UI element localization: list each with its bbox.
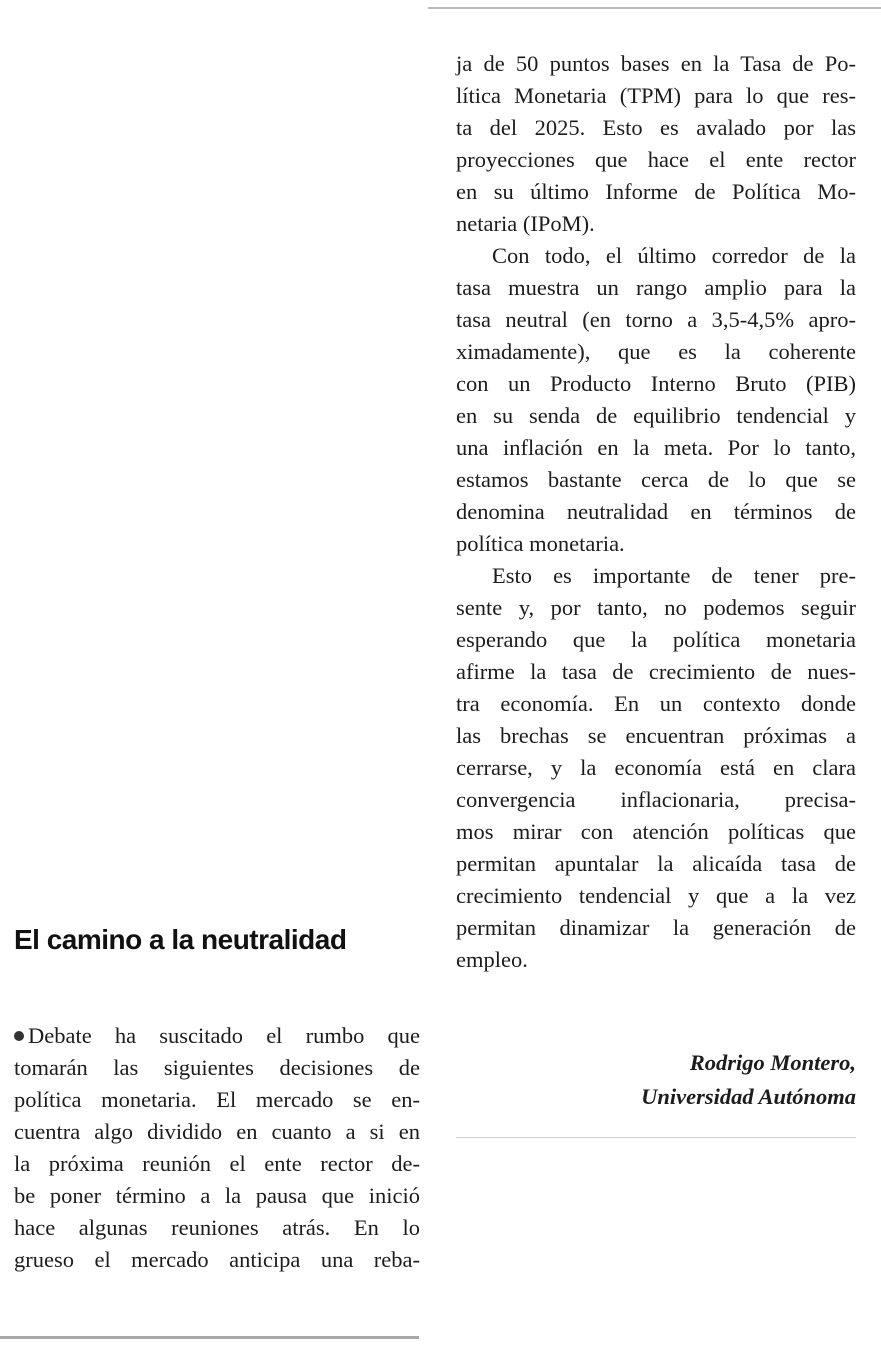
top-rule	[428, 7, 881, 9]
body-line-text: Debate ha suscitado el rumbo que	[28, 1023, 420, 1048]
body-line: ta del 2025. Esto es avalado por las	[456, 115, 856, 140]
body-line: política monetaria. El mercado se en-	[14, 1087, 420, 1112]
body-line: la próxima reunión el ente rector de-	[14, 1151, 420, 1176]
body-line: política monetaria.	[456, 531, 625, 556]
body-line: be poner término a la pausa que inició	[14, 1183, 420, 1208]
body-line: netaria (IPoM).	[456, 211, 595, 236]
body-line: ja de 50 puntos bases en la Tasa de Po-	[456, 51, 856, 76]
right-column	[456, 48, 856, 976]
body-line: tomarán las siguientes decisiones de	[14, 1055, 420, 1080]
body-line: afirme la tasa de crecimiento de nues-	[456, 659, 856, 684]
body-line: empleo.	[456, 947, 528, 972]
body-line: Esto es importante de tener pre-	[492, 563, 856, 588]
body-line: en su senda de equilibrio tendencial y	[456, 403, 856, 428]
body-line: crecimiento tendencial y que a la vez	[456, 883, 856, 908]
body-line: hace algunas reuniones atrás. En lo	[14, 1215, 420, 1240]
signature-rule	[456, 1137, 856, 1138]
body-line: Con todo, el último corredor de la	[492, 243, 856, 268]
body-line: estamos bastante cerca de lo que se	[456, 467, 856, 492]
body-line: lítica Monetaria (TPM) para lo que res-	[456, 83, 856, 108]
body-line: en su último Informe de Política Mo-	[456, 179, 856, 204]
body-line: tasa neutral (en torno a 3,5-4,5% apro-	[456, 307, 856, 332]
body-line: convergencia inflacionaria, precisa-	[456, 787, 856, 812]
body-line: tra economía. En un contexto donde	[456, 691, 856, 716]
body-line: con un Producto Interno Bruto (PIB)	[456, 371, 856, 396]
author-signature	[456, 1046, 856, 1114]
bullet-icon	[14, 1031, 24, 1041]
body-line: cuentra algo dividido en cuanto a si en	[14, 1119, 420, 1144]
body-line: grueso el mercado anticipa una reba-	[14, 1247, 420, 1272]
body-line: cerrarse, y la economía está en clara	[456, 755, 856, 780]
body-line: proyecciones que hace el ente rector	[456, 147, 856, 172]
bottom-rule	[0, 1336, 419, 1339]
body-line: denomina neutralidad en términos de	[456, 499, 856, 524]
body-line: esperando que la política monetaria	[456, 627, 856, 652]
body-line: las brechas se encuentran próximas a	[456, 723, 856, 748]
author-name: Rodrigo Montero,	[689, 1050, 856, 1075]
body-line: una inflación en la meta. Por lo tanto,	[456, 435, 856, 460]
body-line-with-bullet	[14, 1020, 420, 1052]
author-affiliation: Universidad Autónoma	[641, 1084, 856, 1109]
body-line: ximadamente), que es la coherente	[456, 339, 856, 364]
body-line: permitan apuntalar la alicaída tasa de	[456, 851, 856, 876]
body-line: permitan dinamizar la generación de	[456, 915, 856, 940]
section-heading: El camino a la neutralidad	[14, 924, 347, 955]
body-line: mos mirar con atención políticas que	[456, 819, 856, 844]
left-column	[14, 1020, 420, 1276]
body-line: sente y, por tanto, no podemos seguir	[456, 595, 856, 620]
body-line: tasa muestra un rango amplio para la	[456, 275, 856, 300]
